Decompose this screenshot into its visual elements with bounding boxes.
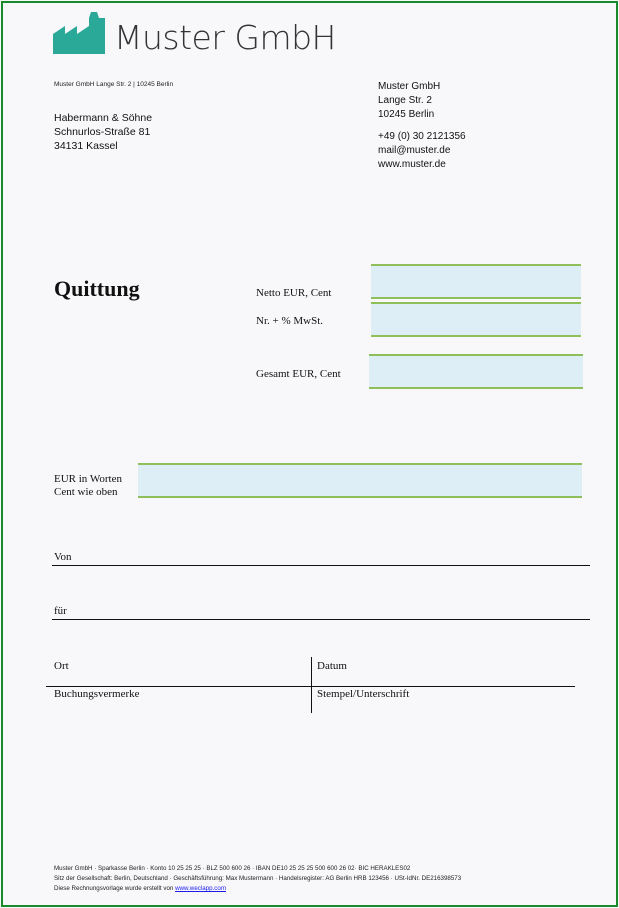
gesamt-field[interactable] bbox=[369, 354, 583, 389]
signature-divider bbox=[311, 657, 312, 713]
netto-field[interactable] bbox=[371, 264, 581, 299]
sender-return-line: Muster GmbH Lange Str. 2 | 10245 Berlin bbox=[54, 81, 174, 88]
footer-credit-text: Diese Rechnungsvorlage wurde erstellt von bbox=[54, 885, 176, 892]
sender-name: Muster GmbH bbox=[378, 81, 441, 92]
cent-label: Cent wie oben bbox=[54, 486, 118, 498]
factory-logo-icon bbox=[53, 12, 105, 54]
sender-website: www.muster.de bbox=[378, 159, 446, 170]
datum-label: Datum bbox=[317, 660, 347, 672]
sender-phone: +49 (0) 30 2121356 bbox=[378, 131, 466, 142]
weclapp-link[interactable]: www.weclapp.com bbox=[175, 885, 226, 892]
sender-street: Lange Str. 2 bbox=[378, 95, 432, 106]
von-label: Von bbox=[54, 551, 72, 563]
vat-label: Nr. + % MwSt. bbox=[256, 315, 324, 327]
vat-field[interactable] bbox=[371, 302, 581, 337]
fuer-line[interactable] bbox=[52, 619, 590, 620]
recipient-street: Schnurlos-Straße 81 bbox=[54, 126, 151, 138]
stamp-label: Stempel/Unterschrift bbox=[317, 688, 410, 700]
words-label: EUR in Worten bbox=[54, 473, 122, 485]
fuer-label: für bbox=[54, 605, 67, 617]
footer-credit-line bbox=[54, 884, 461, 894]
gesamt-label: Gesamt EUR, Cent bbox=[256, 368, 341, 380]
von-line[interactable] bbox=[52, 565, 590, 566]
footer-bank-line: Muster GmbH · Sparkasse Berlin · Konto 10 25 25 25 · BLZ 500 600 26 · IBAN DE10 25 25 25 500 600 26 02· BIC HERAKLES02 bbox=[54, 865, 411, 872]
sender-email: mail@muster.de bbox=[378, 145, 451, 156]
booking-label: Buchungsvermerke bbox=[54, 688, 140, 700]
recipient-name: Habermann & Söhne bbox=[54, 112, 153, 124]
recipient-city: 34131 Kassel bbox=[54, 140, 118, 152]
document-title: Quittung bbox=[54, 276, 140, 301]
footer-company-line: Sitz der Gesellschaft: Berlin, Deutschland · Geschäftsführung: Max Mustermann · Handelsregister: AG Berlin HRB 123456 · USt-IdNr. DE216398573 bbox=[54, 875, 462, 882]
amount-words-field[interactable] bbox=[138, 463, 582, 498]
recipient-address bbox=[54, 111, 152, 153]
sender-city: 10245 Berlin bbox=[378, 109, 435, 120]
netto-label: Netto EUR, Cent bbox=[256, 287, 332, 299]
footer bbox=[54, 864, 461, 894]
ort-label: Ort bbox=[54, 660, 69, 672]
ort-datum-line[interactable] bbox=[46, 686, 575, 687]
sender-block bbox=[378, 80, 466, 172]
company-logo-text: Muster GmbH bbox=[114, 18, 336, 57]
